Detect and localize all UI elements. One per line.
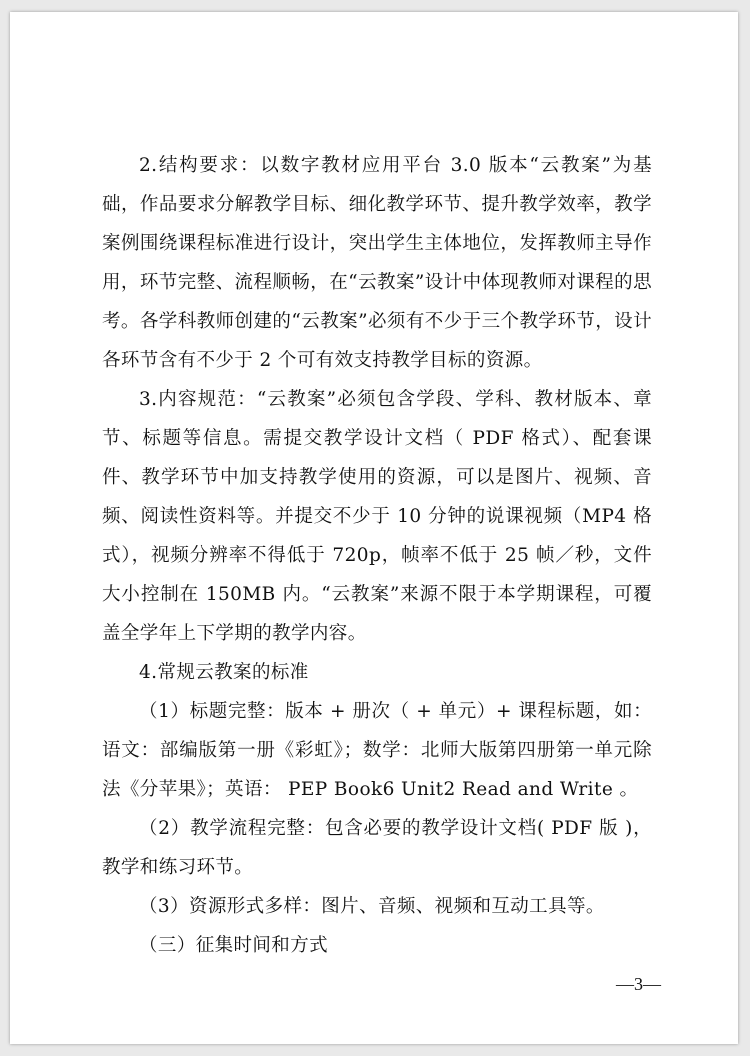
paragraph-structure-requirements: 2.结构要求：以数字教材应用平台 3.0 版本“云教案”为基础，作品要求分解教学目标、细化教学环节、提升教学效率，教学案例围绕课程标准进行设计，突出学生主体地位，发挥教师主导作用，环节完整、流程顺畅，在“云教案”设计中体现教师对课程的思考。各学科教师创建的“云教案”必须有不少于三个教学环节，设计各环节含有不少于 2 个可有效支持教学目标的资源。 — [102, 155, 652, 371]
paragraph-process-complete: （2）教学流程完整：包含必要的教学设计文档( PDF 版 )，教学和练习环节。 — [102, 818, 652, 878]
paragraph-content-specification: 3.内容规范：“云教案”必须包含学段、学科、教材版本、章节、标题等信息。需提交教学设计文档（ PDF 格式）、配套课件、教学环节中加支持教学使用的资源，可以是图片、视频、音频、阅读性资料等。并提交不少于 10 分钟的说课视频（MP4 格式），视频分辨率不得低于 720p，帧率不低于 25 帧／秒，文件大小控制在 150MB 内。“云教案”来源不限于本学期课程，可覆盖全学年上下学期的教学内容。 — [102, 389, 652, 644]
page-number: —3— — [616, 974, 661, 994]
document-page — [10, 12, 738, 1044]
paragraph-standard-heading: 4.常规云教案的标准 — [139, 662, 309, 683]
page-content — [102, 146, 652, 965]
paragraph-resource-forms: （3）资源形式多样：图片、音频、视频和互动工具等。 — [139, 896, 605, 917]
section-heading-collection-time: （三）征集时间和方式 — [139, 935, 329, 956]
paragraph-title-complete: （1）标题完整：版本 + 册次（ + 单元）+ 课程标题，如：语文：部编版第一册《彩虹》；数学：北师大版第四册第一单元除法《分苹果》；英语： PEP Book6 Unit2 Read and Write 。 — [102, 701, 652, 800]
